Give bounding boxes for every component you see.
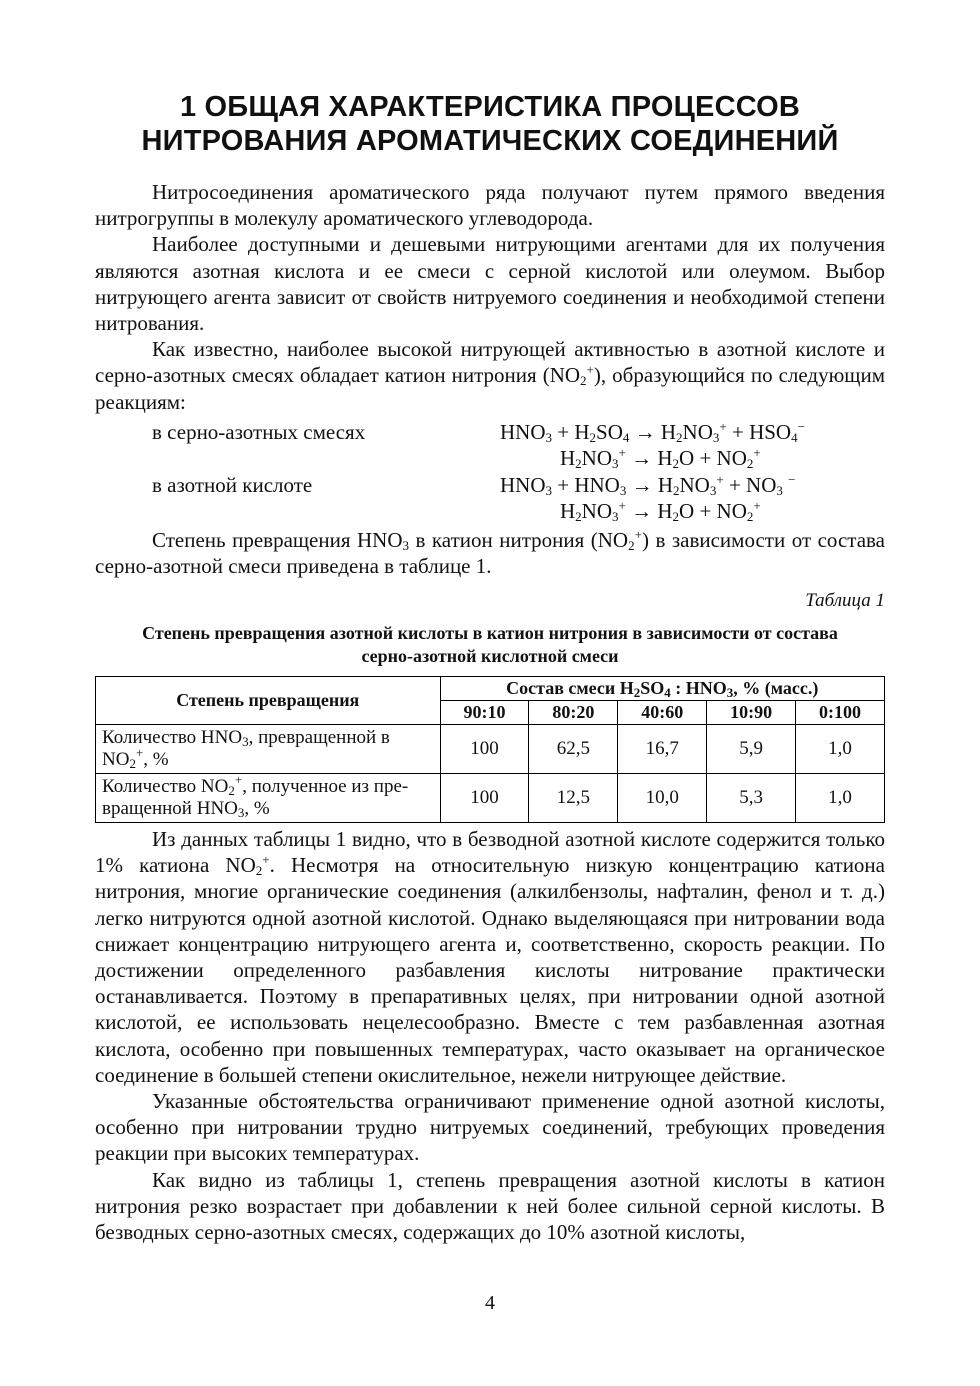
column-header: 80:20 <box>529 701 618 725</box>
paragraph-3-text-a: Как известно, наиболее высокой нитрующей активностью в азотной кислоте и серно-азотных смесях обладает катион нитрония ( <box>95 337 885 388</box>
row-2-label-a: Количество <box>102 776 201 797</box>
row-1-label-a: Количество <box>102 727 201 748</box>
paragraph-4-text-c: ) в зависимости от состава серно-азотной смеси приведена в таблице 1. <box>95 528 885 579</box>
column-header: 0:100 <box>796 701 885 725</box>
table-cell: 10,0 <box>618 774 707 823</box>
column-header: 40:60 <box>618 701 707 725</box>
conversion-table <box>95 676 885 823</box>
row-label-hno3-converted: Количество $HNO_3$, превращенной в $NO_2^+$, % <box>96 725 441 774</box>
paragraph-4-text-a: Степень превращения <box>152 528 358 552</box>
row-1-label-b: , превращенной в <box>248 727 390 748</box>
table-cell: 12,5 <box>529 774 618 823</box>
table-caption-line-1: Степень превращения азотной кислоты в катион нитрония в зависимости от состава <box>142 623 838 643</box>
paragraph-4: Степень превращения $HNO_3$ в катион нитрония $(NO_2^+)$ в зависимости от состава серно-азотной смеси приведена в таблице 1. <box>95 527 885 579</box>
paragraph-5-text-a: Из данных таблицы 1 видно, что в безводной азотной кислоте содержится только 1% катиона <box>95 827 885 878</box>
chapter-title-line-2: НИТРОВАНИЯ АРОМАТИЧЕСКИХ СОЕДИНЕНИЙ <box>141 125 839 157</box>
paragraph-3-text-b: ), образующийся по следующим реакциям: <box>95 363 886 414</box>
table-cell: 1,0 <box>796 774 885 823</box>
paragraph-3: Как известно, наиболее высокой нитрующей активностью в азотной кислоте и серно-азотных смесях обладает катион нитрония $(NO_2^+)$, образующийся по следующим реакциям: <box>95 337 886 414</box>
page-number: 4 <box>485 1292 495 1314</box>
table-cell: 100 <box>440 774 529 823</box>
table-header-row <box>96 677 885 701</box>
header-mixture-composition: Состав смеси $H_2SO_4$ : $HNO_3$, % (масс.) <box>440 677 884 701</box>
column-header: 10:90 <box>707 701 796 725</box>
text-block-discussion <box>95 826 885 1245</box>
header-mixture-prefix: Состав смеси <box>506 678 620 698</box>
table-cell: 16,7 <box>618 725 707 774</box>
reaction-equation-3: $HNO_3 + HNO_3 \to H_2NO_3^+ + NO_3$ − <box>500 472 796 498</box>
table-caption <box>95 622 885 668</box>
paragraph-2: Наиболее доступными и дешевыми нитрующими агентами для их получения являются азотная кислота и ее смеси с серной кислотой или олеумом. Выбор нитрующего агента зависит от свойств нитруемого соединения и необходимой степени нитрования. <box>95 232 885 336</box>
table-cell: 62,5 <box>529 725 618 774</box>
reaction-equation-4: $H_2NO_3^+ \to H_2O + NO_2^+$ <box>560 498 761 524</box>
paragraph-5-text-b: . Несмотря на относительную низкую концентрацию катиона нитрония, многие органические соединения (алкилбензолы, нафталин, фенол и т. д.) легко нитруются одной азотной кислотой. Однако выделяющаяся при нитровании вода снижает концентрацию нитрующего агента и, соответственно, скорость реакции. По достижении определенного разбавления кислоты нитрование практически останавливается. Поэтому в препаративных целях, при нитровании одной азотной кислотой, ее использовать нецелесообразно. Вместе с тем разбавленная азотная кислота, особенно при повышенных температурах, часто оказывает на органическое соединение в большей степени окислительное, нежели нитрующее действие. <box>95 853 885 1087</box>
chapter-title <box>95 90 885 158</box>
table-cell: 5,9 <box>707 725 796 774</box>
table-cell: 100 <box>440 725 529 774</box>
text-block-table-ref <box>95 527 885 579</box>
row-2-label-c: вращенной <box>102 798 197 819</box>
header-mixture-suffix: , % (масс.) <box>733 678 819 698</box>
chapter-title-line-1: 1 ОБЩАЯ ХАРАКТЕРИСТИКА ПРОЦЕССОВ <box>179 91 801 123</box>
paragraph-4-text-b: в катион нитрония ( <box>409 528 598 552</box>
paragraph-1: Нитросоединения ароматического ряда получают путем прямого введения нитрогруппы в молекулу ароматического углеводорода. <box>95 180 885 231</box>
table-cell: 5,3 <box>707 774 796 823</box>
table-cell: 1,0 <box>796 725 885 774</box>
row-1-label-c: , % <box>143 749 169 770</box>
table-number: Таблица 1 <box>805 590 885 611</box>
table-row <box>96 725 885 774</box>
reaction-label-sulfuric-nitric: в серно-азотных смесях <box>152 420 366 444</box>
paragraph-5: Из данных таблицы 1 видно, что в безводной азотной кислоте содержится только 1% катиона $NO_2^+$. Несмотря на относительную низкую концентрацию катиона нитрония, многие органические соединения (алкилбензолы, нафталин, фенол и т. д.) легко нитруются одной азотной кислотой. Однако выделяющаяся при нитровании вода снижает концентрацию нитрующего агента и, соответственно, скорость реакции. По достижении определенного разбавления кислоты нитрование практически останавливается. Поэтому в препаративных целях, при нитровании одной азотной кислотой, ее использовать нецелесообразно. Вместе с тем разбавленная азотная кислота, особенно при повышенных температурах, часто оказывает на органическое соединение в большей степени окислительное, нежели нитрующее действие. <box>95 827 885 1087</box>
column-header: 90:10 <box>440 701 529 725</box>
table-row <box>96 774 885 823</box>
row-2-label-d: , % <box>244 798 270 819</box>
table-caption-line-2: серно-азотной кислотной смеси <box>361 646 619 666</box>
header-conversion-degree: Степень превращения <box>96 677 441 725</box>
reaction-equation-2: $H_2NO_3^+ \to H_2O + NO_2^+$ <box>560 445 761 471</box>
reaction-label-nitric: в азотной кислоте <box>152 473 313 497</box>
text-block-intro <box>95 179 885 415</box>
reaction-equation-1: $HNO_3 + H_2SO_4 \to H_2NO_3^+ + HSO_4^-$ <box>500 419 805 445</box>
row-label-no2-obtained: Количество $NO_2^+$, полученное из пре- вращенной $HNO_3$, % <box>96 774 441 823</box>
paragraph-7: Как видно из таблицы 1, степень превращения азотной кислоты в катион нитрония резко возрастает при добавлении к ней более сильной серной кислоты. В безводных серно-азотных смесях, содержащих до 10% азотной кислоты, <box>95 1167 885 1245</box>
paragraph-6: Указанные обстоятельства ограничивают применение одной азотной кислоты, особенно при нитровании трудно нитруемых соединений, требующих проведения реакции при высоких температурах. <box>95 1089 885 1166</box>
row-2-label-b: , полученное из пре- <box>242 776 409 797</box>
